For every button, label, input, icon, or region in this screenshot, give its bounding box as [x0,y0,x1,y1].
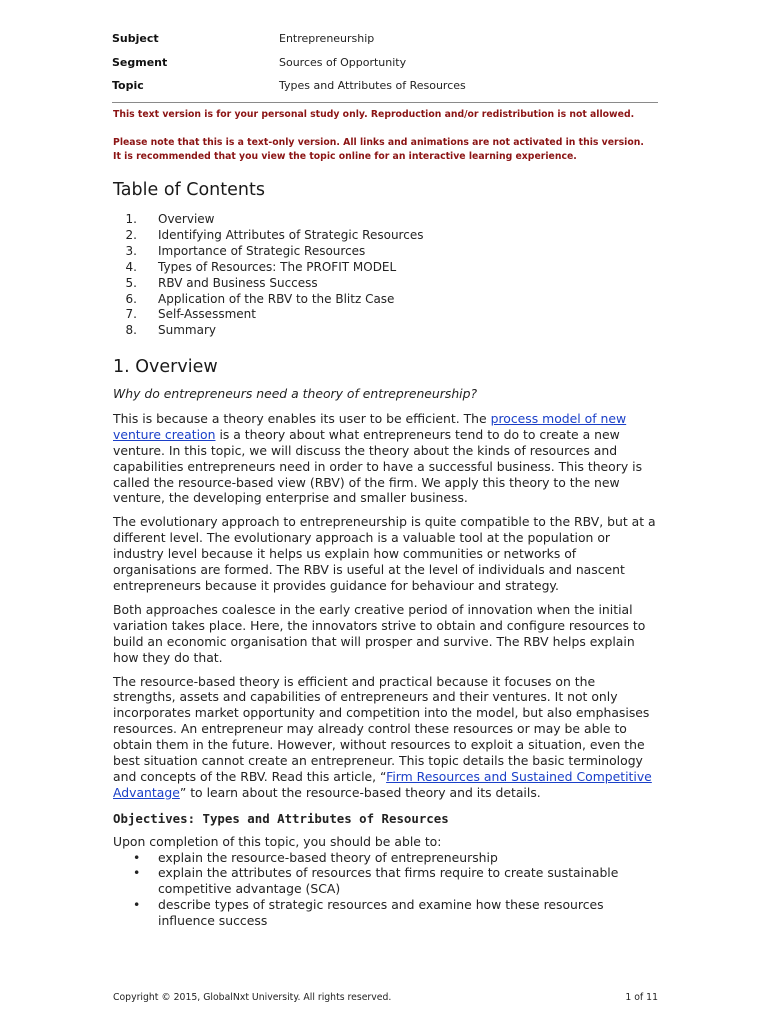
objectives-heading: Objectives: Types and Attributes of Resources [113,810,449,826]
objective-text: explain the attributes of resources that firms require to create sustainable competitive advantage (SCA) [158,865,619,897]
toc-number: 3. [125,243,137,258]
toc-label: Self-Assessment [158,307,256,322]
process-model-link[interactable]: process model of new venture creation [113,410,627,442]
table-of-contents [113,212,423,339]
meta-value: Entrepreneurship [279,32,375,46]
paragraph-text: ” to learn about the resource-based theory and its details. [179,784,541,800]
objective-text: explain the resource-based theory of entrepreneurship [158,849,498,865]
text-only-notice [113,136,644,164]
reproduction-notice: This text version is for your personal study only. Reproduction and/or redistribution is not allowed. [113,109,635,120]
lead-question: Why do entrepreneurs need a theory of entrepreneurship? [113,386,478,401]
firm-resources-article-link[interactable]: Firm Resources and Sustained Competitive Advantage [113,768,652,800]
text-only-notice-line: Please note that this is a text-only version. All links and animations are not activated in this version. [113,137,644,148]
list-item [113,850,658,866]
toc-number: 2. [125,227,137,242]
paragraph-4 [113,674,658,801]
toc-number: 5. [125,275,137,290]
list-item [113,865,658,897]
toc-number: 6. [125,291,137,306]
meta-key: Topic [112,79,144,93]
recommendation-notice-line: It is recommended that you view the topic online for an interactive learning experience. [113,151,577,162]
toc-item-blitz-case [113,292,423,308]
objective-text: describe types of strategic resources and examine how these resources influence success [158,897,604,929]
topic-metadata-table [112,27,658,103]
toc-label: Identifying Attributes of Strategic Resources [158,227,424,242]
meta-row-topic [112,74,658,98]
objectives-intro: Upon completion of this topic, you should be able to: [113,833,442,849]
paragraph-text: The resource-based theory is efficient and practical because it focuses on the strengths, assets and capabilities of entrepreneurs and their ventures. It not only incorporates market opportunity and competition into the model, but also emphasises resources. An entrepreneur may already control these resources or may be able to obtain them in the future. However, without resources to exploit a situation, even the best situation cannot create an entrepreneur. This topic details the basic terminology and concepts of the RBV. Read this article, “ [113,673,650,784]
objectives-list [113,850,658,930]
paragraph-3: Both approaches coalesce in the early creative period of innovation when the initial variation takes place. Here, the innovators strive to obtain and configure resources to build an economic organisation that will prosper and survive. The RBV helps explain how they do that. [113,601,646,665]
toc-item-overview [113,212,423,228]
paragraph-2: The evolutionary approach to entrepreneurship is quite compatible to the RBV, but at a different level. The evolutionary approach is a valuable tool at the population or industry level because it helps us explain how communities or networks of organisations are formed. The RBV is useful at the level of individuals and nascent entrepreneurs because it provides guidance for behaviour and strategy. [113,514,656,593]
meta-value: Types and Attributes of Resources [279,79,466,93]
page-footer [113,992,658,1003]
toc-item-rbv-business-success [113,276,423,292]
toc-label: Summary [158,323,216,338]
bullet-icon: • [133,849,141,865]
section-body [113,386,658,929]
toc-item-self-assessment [113,307,423,323]
meta-value: Sources of Opportunity [279,55,407,69]
paragraph-text: is a theory about what entrepreneurs tend to do to create a new venture. In this topic, we will discuss the theory about the kinds of resources and capabilities entrepreneurs need in order to have a successful business. This theory is called the resource-based view (RBV) of the firm. We apply this theory to the new venture, the developing enterprise and smaller business. [113,426,643,506]
toc-label: RBV and Business Success [158,275,318,290]
toc-title: Table of Contents [113,180,265,200]
toc-item-importance [113,244,423,260]
bullet-icon: • [133,897,141,913]
paragraph-text: This is because a theory enables its user to be efficient. The [113,410,491,426]
toc-item-types-of-resources [113,260,423,276]
toc-item-summary [113,323,423,339]
toc-item-identifying-attributes [113,228,423,244]
paragraph-1 [113,411,658,506]
toc-label: Overview [158,212,215,226]
bullet-icon: • [133,865,141,881]
toc-number: 8. [125,323,137,338]
list-item [113,897,658,929]
meta-row-segment [112,51,658,75]
toc-label: Importance of Strategic Resources [158,243,366,258]
page-number: 1 of 11 [625,992,658,1003]
meta-key: Segment [112,55,168,69]
toc-label: Types of Resources: The PROFIT MODEL [158,259,397,274]
toc-number: 1. [125,212,137,226]
toc-number: 7. [125,307,137,322]
section-title: 1. Overview [113,357,218,377]
copyright-text: Copyright © 2015, GlobalNxt University. All rights reserved. [113,992,392,1003]
toc-number: 4. [125,259,137,274]
toc-label: Application of the RBV to the Blitz Case [158,291,395,306]
meta-row-subject [112,27,658,51]
meta-key: Subject [112,32,159,46]
